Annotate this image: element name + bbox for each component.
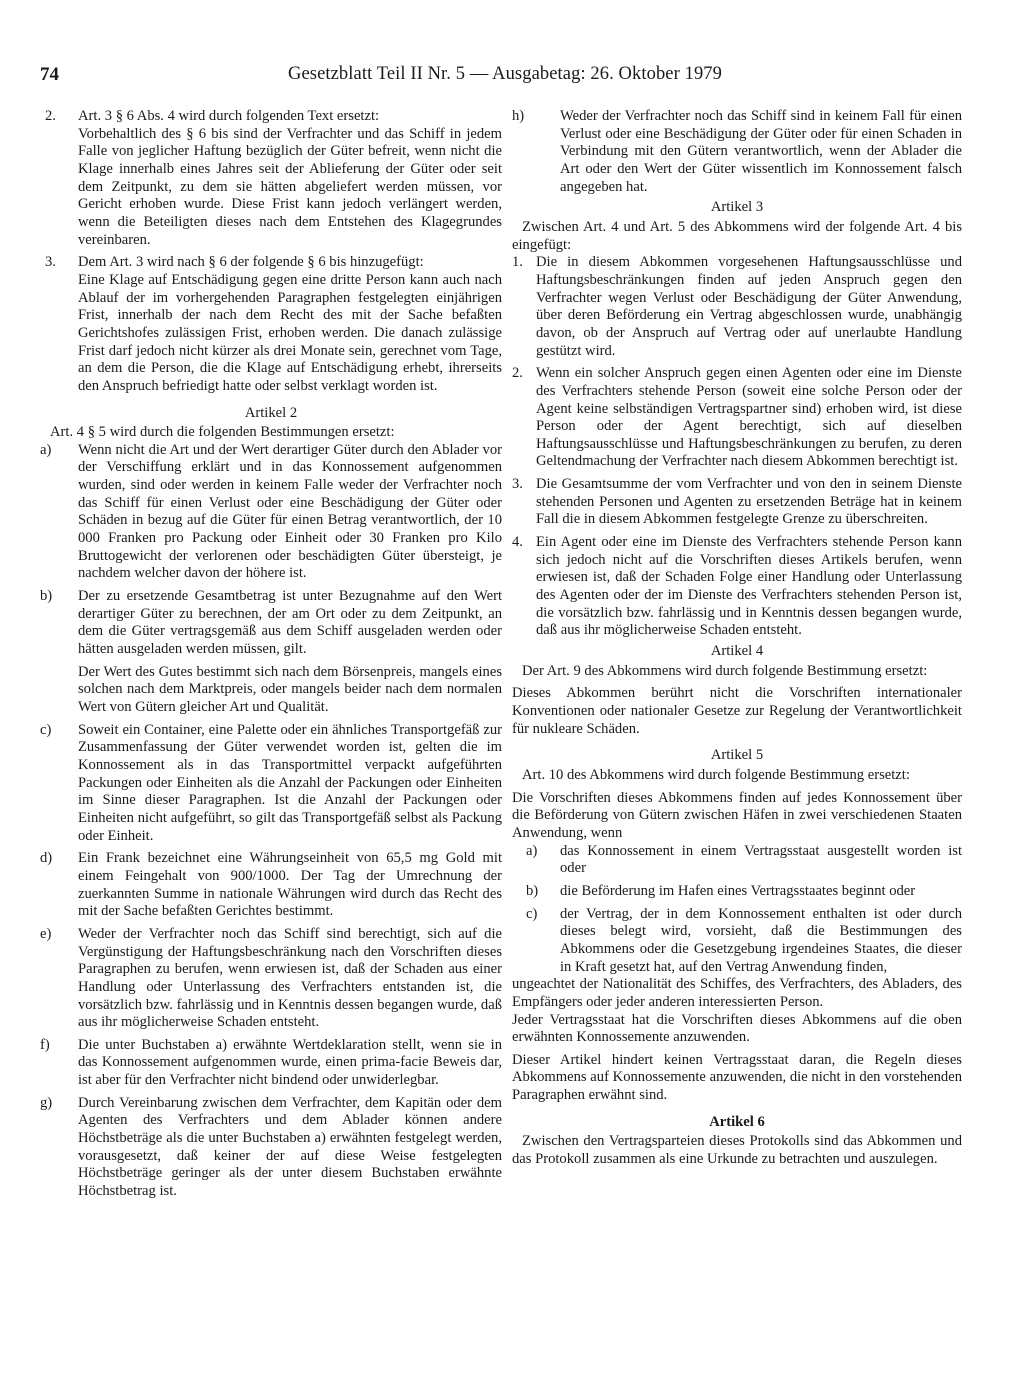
article-intro: Der Art. 9 des Abkommens wird durch folgende Bestimmung ersetzt: [522, 662, 928, 679]
article-intro: Art. 4 § 5 wird durch die folgenden Bestimmungen ersetzt: [50, 424, 395, 441]
list-item [526, 843, 962, 878]
item-label: a) [526, 842, 538, 859]
list-item [40, 722, 502, 846]
page-number: 74 [40, 64, 59, 85]
item-text: die Beförderung im Hafen eines Vertragsstaates beginnt oder [560, 882, 916, 899]
article-text: Zwischen den Vertragsparteien dieses Protokolls sind das Abkommen und das Protokoll zusammen als eine Urkunde zu betrachten und auszulegen. [512, 1133, 962, 1168]
list-item [40, 588, 502, 717]
item-text: Die in diesem Abkommen vorgesehenen Haftungsausschlüsse und Haftungsbeschränkungen finden auf jeden Anspruch gegen den Verfrachter wegen Verlust oder Beschädigung der Güter Anwendung, über deren Beförderung ein Vertrag abgeschlossen wurde, unabhängig davon, ob der Anspruch auf Vertrag oder auf unerlaubte Handlung gestützt wird. [536, 254, 962, 359]
list-item [40, 850, 502, 921]
item-label: 1. [512, 254, 523, 271]
list-item [512, 534, 962, 640]
item-label: d) [40, 850, 53, 867]
item-text: Die unter Buchstaben a) erwähnte Wertdeklaration stellt, wenn sie in das Konnossement aufgenommen wurde, einen prima-facie Beweis dar, ist aber für den Verfrachter nicht bindend oder unwiderlegbar. [78, 1036, 502, 1089]
article-text: Dieses Abkommen berührt nicht die Vorschriften internationaler Konventionen oder nationaler Gesetze zur Regelung der Verantwortlichkeit für nukleare Schäden. [512, 685, 962, 737]
list-item [40, 254, 502, 395]
list-item [526, 906, 962, 977]
item-label: 2. [512, 365, 523, 382]
list-item [526, 883, 962, 901]
item-label: c) [40, 721, 52, 738]
item-text: Durch Vereinbarung zwischen dem Verfrachter, dem Kapitän oder dem Agenten des Verfrachters und dem Ablader können andere Höchstbeträge als die unter Buchstaben a) erwähnten festgelegt werden, vorausgesetzt, daß keiner der auf diese Weise festgelegten Höchstbeträge geringer als der unter diesem Buchstaben erwähnte Höchstbetrag ist. [78, 1094, 502, 1200]
item-text: Vorbehaltlich des § 6 bis sind der Verfrachter und das Schiff in jedem Falle von jeglicher Haftung bezüglich der Güter befreit, wenn nicht die Klage innerhalb eines Jahres seit der Ablieferung der Güter oder seit dem Zeitpunkt, zu dem sie hätten abgeliefert werden müssen, vor Gericht erhoben wurde. Diese Frist kann jedoch verlängert werden, wenn die Beteiligten dieses nach dem Entstehen des Klagegrundes vereinbaren. [78, 125, 502, 248]
item-text: Wenn nicht die Art und der Wert derartiger Güter durch den Ablader vor der Verschiffung erklärt und in das Konnossement aufgenommen wurden, sind oder werden in keinem Falle weder der Verfrachter noch das Schiff für einen Verlust oder eine Beschädigung der Güter oder Schäden in bezug auf die Güter für einen Betrag verantwortlich, der 10 000 Franken pro Packung oder Einheit oder 30 Franken pro Kilo Bruttogewicht der verlorenen oder beschädigten Güter übersteigt, je nachdem welcher davon der höhere ist. [78, 441, 502, 582]
item-label: 3. [45, 254, 56, 271]
item-text: Ein Frank bezeichnet eine Währungseinheit von 65,5 mg Gold mit einem Feingehalt von 900/1000. Der Tag der Umrechnung der zuerkannten Summe in nationale Währungen wird durch das Recht des mit der Sache befaßten Gerichtes bestimmt. [78, 850, 502, 920]
item-intro: Art. 3 § 6 Abs. 4 wird durch folgenden Text ersetzt: [78, 108, 380, 124]
item-text: Ein Agent oder eine im Dienste des Verfrachters stehende Person kann sich jedoch nicht auf die Vorschriften dieses Artikels berufen, wenn erwiesen ist, daß der Schaden Folge einer Handlung oder Unterlassung des Agenten oder der im Dienste des Verfrachters stehenden Person ist, die vorsätzlich bzw. fahrlässig und in Kenntnis dessen begangen wurde, daß aus ihr möglicherweise Schaden entsteht. [536, 534, 962, 639]
list-item [512, 254, 962, 360]
page-header [40, 64, 984, 94]
item-label: h) [512, 108, 525, 124]
article-heading: Artikel 5 [710, 747, 764, 764]
list-item [40, 926, 502, 1032]
list-item [40, 1095, 502, 1201]
item-text: Weder der Verfrachter noch das Schiff sind berechtigt, sich auf die Vergünstigung der Haftungsbeschränkung nach den Vorschriften dieses Paragraphen zu berufen, wenn erwiesen ist, daß der Schaden aus einer Handlung oder Unterlassung des Verfrachters entstanden ist, die vorsätzlich bzw. fahrlässig und in Kenntnis dessen begangen wurde, daß aus ihr möglicherweise Schaden entsteht. [78, 925, 502, 1031]
left-column [40, 108, 502, 1201]
article-text: Jeder Vertragsstaat hat die Vorschriften dieses Abkommens auf die oben erwähnten Konnossemente anzuwenden. [512, 1011, 962, 1046]
item-label: e) [40, 925, 52, 942]
item-label: b) [40, 588, 53, 605]
article-text: Die Vorschriften dieses Abkommens finden auf jedes Konnossement über die Beförderung von Gütern zwischen Häfen in zwei verschiedenen Staaten Anwendung, wenn [512, 789, 962, 841]
list-item [40, 442, 502, 583]
item-text: Eine Klage auf Entschädigung gegen eine dritte Person kann auch nach Ablauf der im vorhergehenden Paragraphen festgelegten einjährigen Frist, innerhalb der nach dem Recht des mit der Sache befaßten Gerichtshofes zulässigen Frist, erhoben werden. Die danach zulässige Frist darf jedoch nicht kürzer als drei Monate sein, gerechnet vom Tage, an dem die Person, die die Klage auf Entschädigung erhebt, ihrerseits den Anspruch befriedigt hatte oder selbst verklagt worden ist. [78, 271, 502, 394]
item-text: Wenn ein solcher Anspruch gegen einen Agenten oder eine im Dienste des Verfrachters stehende Person (soweit eine solche Person oder der Agent keine selbständigen Vertragspartner sind) erhoben wird, ist diese Person oder der Agent berechtigt, sich auf dieselben Haftungsausschlüsse und Haftungsbeschränkungen zu berufen, zu deren Geltendmachung der Verfrachter nach diesem Abkommen berechtigt ist. [536, 365, 962, 470]
list-item [512, 365, 962, 471]
item-intro: Dem Art. 3 wird nach § 6 der folgende § 6 bis hinzugefügt: [78, 254, 424, 271]
article-intro: Zwischen Art. 4 und Art. 5 des Abkommens wird der folgende Art. 4 bis eingefügt: [512, 218, 962, 253]
list-item [40, 1037, 502, 1090]
item-text: Soweit ein Container, eine Palette oder ein ähnliches Transportgefäß zur Zusammenfassung der Güter verwendet worden ist, gelten die im Konnossement als in das Transportmittel verpackt aufgeführten Packungen oder Einheiten als die Anzahl der Packungen oder Einheiten im Sinne dieser Paragraphen. Ist die Anzahl der Packungen oder Einheiten nicht aufgeführt, so gilt das Transportgefäß selbst als Packung oder Einheit. [78, 721, 502, 844]
article-heading: Artikel 6 [709, 1113, 765, 1130]
article-heading: Artikel 2 [244, 404, 298, 421]
list-item [40, 108, 502, 249]
item-label: b) [526, 882, 539, 899]
article-text: ungeachtet der Nationalität des Schiffes, des Verfrachters, des Abladers, des Empfängers oder jeder anderen interessierten Person. [512, 976, 962, 1010]
right-column [512, 108, 962, 1169]
item-text: Der zu ersetzende Gesamtbetrag ist unter Bezugnahme auf den Wert derartiger Güter zu berechnen, der am Ort oder zu dem Zeitpunkt, an dem die Güter vertragsgemäß aus dem Schiff ausgeladen werden oder hätten ausgeladen werden müssen, gilt. [78, 588, 502, 658]
item-label: 3. [512, 476, 523, 493]
article-intro: Art. 10 des Abkommens wird durch folgende Bestimmung ersetzt: [522, 766, 910, 783]
item-label: 4. [512, 534, 523, 551]
article-text: Dieser Artikel hindert keinen Vertragsstaat daran, die Regeln dieses Abkommens auf Konnossemente anzuwenden, die nicht in den vorstehenden Paragraphen erwähnt sind. [512, 1051, 962, 1104]
item-label: c) [526, 905, 538, 922]
item-text: Die Gesamtsumme der vom Verfrachter und von den in seinem Dienste stehenden Personen und Agenten zu ersetzenden Beträge hat in keinem Fall die in diesem Abkommen festgelegte Grenze zu überschreiten. [536, 476, 962, 528]
article-heading: Artikel 4 [710, 643, 764, 660]
list-item [512, 108, 962, 196]
item-label: a) [40, 441, 52, 458]
running-title: Gesetzblatt Teil II Nr. 5 — Ausgabetag: 26. Oktober 1979 [288, 64, 722, 84]
article-heading: Artikel 3 [710, 199, 764, 216]
item-label: 2. [45, 108, 56, 124]
item-label: g) [40, 1094, 53, 1111]
item-text: Weder der Verfrachter noch das Schiff sind in keinem Fall für einen Verlust oder eine Beschädigung der Güter oder für einen Schaden in Verbindung mit den Gütern verantwortlich, wenn der Ablader die Art oder den Wert der Güter wissentlich im Konnossement falsch angegeben hat. [560, 108, 962, 195]
item-label: f) [40, 1036, 50, 1053]
item-text: der Vertrag, der in dem Konnossement enthalten ist oder durch dieses belegt wird, vorsieht, daß die Bestimmungen des Abkommens oder die Gesetzgebung irgendeines Staates, die dieser in Kraft gesetzt hat, auf den Vertrag Anwendung finden, [560, 905, 962, 975]
item-text-continued: Der Wert des Gutes bestimmt sich nach dem Börsenpreis, mangels eines solchen nach dem Marktpreis, oder mangels beider nach dem normalen Wert von Gütern gleicher Art und Qualität. [78, 663, 502, 715]
item-text: das Konnossement in einem Vertragsstaat ausgestellt worden ist oder [560, 842, 962, 877]
list-item [512, 476, 962, 529]
